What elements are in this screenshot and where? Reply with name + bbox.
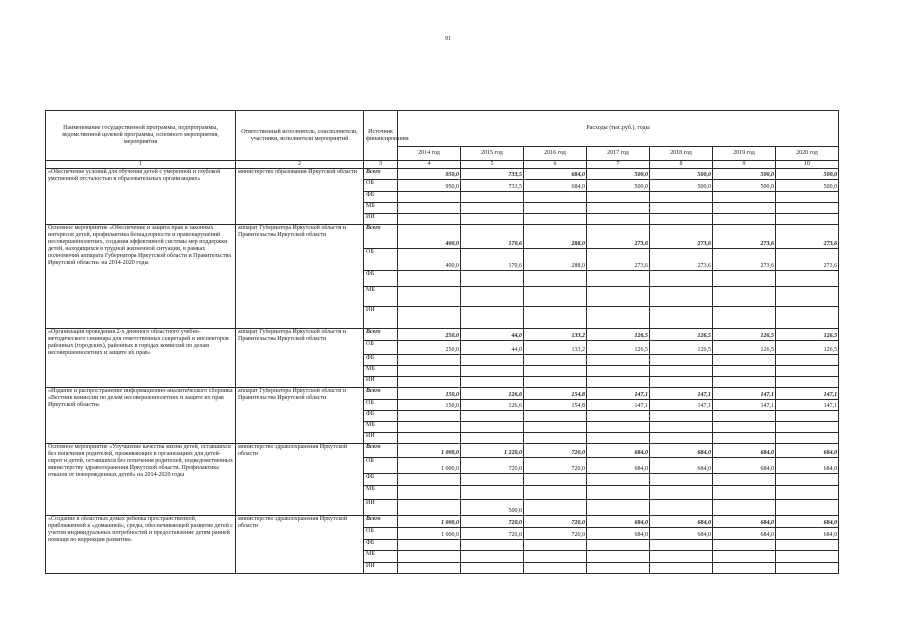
expense-value bbox=[713, 366, 776, 377]
expense-value: 273,6 bbox=[587, 225, 650, 249]
expense-value bbox=[713, 203, 776, 214]
expense-value bbox=[461, 366, 524, 377]
expense-value bbox=[776, 486, 839, 500]
budget-table bbox=[45, 110, 839, 574]
expense-value bbox=[461, 192, 524, 203]
expense-value bbox=[713, 486, 776, 500]
expense-value: 684,0 bbox=[587, 528, 650, 540]
expense-value bbox=[461, 486, 524, 500]
column-number: 4 bbox=[398, 161, 461, 169]
column-number: 2 bbox=[236, 161, 364, 169]
expense-value bbox=[713, 551, 776, 563]
expense-value: 273,6 bbox=[587, 249, 650, 271]
expense-value: 720,0 bbox=[524, 516, 587, 528]
expense-value bbox=[776, 422, 839, 433]
expense-value bbox=[398, 540, 461, 551]
funding-source: ОБ bbox=[364, 341, 398, 355]
expense-value: 126,5 bbox=[587, 341, 650, 355]
expense-value bbox=[776, 355, 839, 366]
expense-value bbox=[650, 551, 713, 563]
expense-value bbox=[461, 287, 524, 307]
expense-value bbox=[461, 422, 524, 433]
expense-value: 733,5 bbox=[461, 169, 524, 180]
expense-value bbox=[776, 433, 839, 444]
expense-value: 684,0 bbox=[650, 528, 713, 540]
expense-value bbox=[587, 433, 650, 444]
funding-source: Всего bbox=[364, 444, 398, 458]
expense-value bbox=[587, 214, 650, 225]
expense-value: 126,5 bbox=[650, 341, 713, 355]
funding-source: МБ bbox=[364, 203, 398, 214]
expense-value: 684,0 bbox=[587, 444, 650, 458]
expense-value: 720,0 bbox=[461, 528, 524, 540]
expense-value bbox=[650, 486, 713, 500]
expense-value bbox=[587, 551, 650, 563]
expense-value: 684,0 bbox=[587, 516, 650, 528]
expense-value bbox=[713, 500, 776, 516]
expense-value bbox=[776, 366, 839, 377]
expense-value bbox=[587, 411, 650, 422]
expense-value: 720,0 bbox=[524, 528, 587, 540]
funding-source: ОБ bbox=[364, 249, 398, 271]
expense-value: 288,0 bbox=[524, 225, 587, 249]
expense-value: 500,0 bbox=[587, 169, 650, 180]
expense-value bbox=[713, 214, 776, 225]
funding-source: ИИ bbox=[364, 433, 398, 444]
funding-source: Всего bbox=[364, 516, 398, 528]
expense-value bbox=[587, 271, 650, 287]
expense-value bbox=[713, 433, 776, 444]
funding-source: Всего bbox=[364, 169, 398, 180]
expense-value: 126,5 bbox=[713, 329, 776, 341]
expense-value: 147,1 bbox=[713, 400, 776, 411]
measure-name: «Издание и распространение информационно-аналитического сборника «Вестник комиссии по делам несовершеннолетних и защите их прав Иркутской области» bbox=[46, 388, 236, 444]
header-expenses: Расходы (тыс.руб.), годы bbox=[398, 111, 839, 147]
expense-value bbox=[776, 500, 839, 516]
expense-value: 273,6 bbox=[650, 249, 713, 271]
expense-value bbox=[461, 271, 524, 287]
expense-value bbox=[713, 411, 776, 422]
expense-value bbox=[398, 287, 461, 307]
expense-value bbox=[524, 287, 587, 307]
expense-value bbox=[524, 551, 587, 563]
expense-value: 1 000,0 bbox=[398, 458, 461, 474]
expense-value bbox=[461, 540, 524, 551]
expense-value: 684,0 bbox=[524, 180, 587, 192]
expense-value: 147,1 bbox=[650, 400, 713, 411]
expense-value: 133,2 bbox=[524, 329, 587, 341]
expense-value bbox=[461, 411, 524, 422]
column-number: 1 bbox=[46, 161, 236, 169]
expense-value: 500,0 bbox=[650, 169, 713, 180]
table-row bbox=[46, 225, 839, 249]
expense-value bbox=[398, 377, 461, 388]
expense-value bbox=[587, 540, 650, 551]
funding-source: ИИ bbox=[364, 563, 398, 574]
expense-value bbox=[461, 474, 524, 486]
expense-value bbox=[587, 377, 650, 388]
expense-value bbox=[776, 474, 839, 486]
expense-value bbox=[461, 203, 524, 214]
measure-executor: министерство здравоохранения Иркутской области bbox=[236, 444, 364, 516]
funding-source: ФБ bbox=[364, 411, 398, 422]
expense-value bbox=[713, 355, 776, 366]
expense-value bbox=[461, 433, 524, 444]
funding-source: МБ bbox=[364, 287, 398, 307]
expense-value bbox=[398, 411, 461, 422]
expense-value: 44,0 bbox=[461, 341, 524, 355]
table-row bbox=[46, 388, 839, 400]
column-number: 3 bbox=[364, 161, 398, 169]
expense-value bbox=[524, 355, 587, 366]
funding-source: ОБ bbox=[364, 400, 398, 411]
expense-value bbox=[398, 474, 461, 486]
expense-value: 126,5 bbox=[776, 329, 839, 341]
funding-source: Всего bbox=[364, 388, 398, 400]
expense-value bbox=[398, 486, 461, 500]
expense-value: 684,0 bbox=[776, 458, 839, 474]
expense-value bbox=[587, 203, 650, 214]
measure-executor: министерство здравоохранения Иркутской области bbox=[236, 516, 364, 574]
funding-source: ОБ bbox=[364, 528, 398, 540]
expense-value: 147,1 bbox=[776, 388, 839, 400]
expense-value: 720,0 bbox=[524, 444, 587, 458]
expense-value: 684,0 bbox=[713, 444, 776, 458]
expense-value: 154,8 bbox=[524, 388, 587, 400]
expense-value bbox=[587, 287, 650, 307]
expense-value bbox=[650, 203, 713, 214]
funding-source: МБ bbox=[364, 486, 398, 500]
column-number: 6 bbox=[524, 161, 587, 169]
header-year: 2015 год bbox=[461, 147, 524, 161]
expense-value: 684,0 bbox=[776, 516, 839, 528]
expense-value: 500,0 bbox=[650, 180, 713, 192]
expense-value bbox=[713, 377, 776, 388]
expense-value: 273,6 bbox=[776, 225, 839, 249]
expense-value: 147,1 bbox=[650, 388, 713, 400]
expense-value: 154,8 bbox=[524, 400, 587, 411]
expense-value: 684,0 bbox=[524, 169, 587, 180]
expense-value bbox=[650, 411, 713, 422]
header-year: 2019 год bbox=[713, 147, 776, 161]
expense-value: 500,0 bbox=[776, 180, 839, 192]
expense-value bbox=[713, 287, 776, 307]
expense-value bbox=[713, 271, 776, 287]
expense-value: 250,0 bbox=[398, 329, 461, 341]
expense-value: 273,6 bbox=[776, 249, 839, 271]
expense-value: 500,0 bbox=[713, 169, 776, 180]
expense-value bbox=[524, 203, 587, 214]
expense-value bbox=[713, 474, 776, 486]
expense-value: 733,5 bbox=[461, 180, 524, 192]
header-year: 2018 год bbox=[650, 147, 713, 161]
expense-value bbox=[776, 307, 839, 329]
column-number: 7 bbox=[587, 161, 650, 169]
expense-value bbox=[650, 377, 713, 388]
expense-value bbox=[587, 500, 650, 516]
expense-value bbox=[524, 214, 587, 225]
expense-value bbox=[650, 287, 713, 307]
expense-value bbox=[461, 214, 524, 225]
measure-name: «Создание в областных домах ребенка пространственной, приближенной к «домашней», среды, обеспечивающей развитие детей с учетом индивидуальных потребностей и предоставление детям ранней помощи по коррекции развития» bbox=[46, 516, 236, 574]
funding-source: ИИ bbox=[364, 214, 398, 225]
funding-source: ИИ bbox=[364, 500, 398, 516]
expense-value bbox=[398, 433, 461, 444]
expense-value bbox=[524, 486, 587, 500]
expense-value bbox=[461, 307, 524, 329]
expense-value: 684,0 bbox=[587, 458, 650, 474]
expense-value: 273,6 bbox=[713, 225, 776, 249]
expense-value bbox=[650, 433, 713, 444]
expense-value bbox=[650, 540, 713, 551]
expense-value bbox=[524, 271, 587, 287]
expense-value bbox=[587, 422, 650, 433]
expense-value bbox=[650, 563, 713, 574]
expense-value: 684,0 bbox=[713, 528, 776, 540]
expense-value bbox=[713, 192, 776, 203]
expense-value bbox=[587, 474, 650, 486]
expense-value bbox=[650, 307, 713, 329]
expense-value: 400,0 bbox=[398, 225, 461, 249]
expense-value bbox=[461, 355, 524, 366]
header-year: 2016 год bbox=[524, 147, 587, 161]
table-row bbox=[46, 329, 839, 341]
expense-value bbox=[524, 433, 587, 444]
column-number: 9 bbox=[713, 161, 776, 169]
expense-value: 1 000,0 bbox=[398, 516, 461, 528]
expense-value bbox=[398, 563, 461, 574]
expense-value: 126,6 bbox=[461, 388, 524, 400]
funding-source: МБ bbox=[364, 551, 398, 563]
expense-value: 684,0 bbox=[776, 444, 839, 458]
expense-value bbox=[776, 287, 839, 307]
expense-value: 500,0 bbox=[713, 180, 776, 192]
funding-source: ОБ bbox=[364, 180, 398, 192]
expense-value bbox=[398, 307, 461, 329]
expense-value: 126,5 bbox=[650, 329, 713, 341]
expense-value bbox=[524, 192, 587, 203]
expense-value bbox=[524, 366, 587, 377]
expense-value bbox=[398, 271, 461, 287]
expense-value bbox=[398, 214, 461, 225]
expense-value: 126,6 bbox=[461, 400, 524, 411]
expense-value: 1 000,0 bbox=[398, 528, 461, 540]
expense-value: 44,0 bbox=[461, 329, 524, 341]
expense-value bbox=[524, 422, 587, 433]
expense-value: 133,2 bbox=[524, 341, 587, 355]
funding-source: Всего bbox=[364, 329, 398, 341]
measure-executor: аппарат Губернатора Иркутской области и Правительства Иркутской области bbox=[236, 329, 364, 388]
expense-value: 273,6 bbox=[713, 249, 776, 271]
expense-value: 147,1 bbox=[713, 388, 776, 400]
expense-value: 720,0 bbox=[524, 458, 587, 474]
expense-value bbox=[650, 422, 713, 433]
expense-value: 1 000,0 bbox=[398, 444, 461, 458]
header-executor: Ответственный исполнитель, соисполнители, участники, исполнители мероприятий bbox=[236, 111, 364, 161]
expense-value bbox=[713, 422, 776, 433]
header-year: 2017 год bbox=[587, 147, 650, 161]
measure-name: «Организация проведения 2-х дневного областного учебно-методического семинара для ответственных секретарей и инспекторов районных (городских), районных в городах комиссий по делам несовершеннолетних и защите их прав» bbox=[46, 329, 236, 388]
expense-value bbox=[650, 500, 713, 516]
expense-value bbox=[524, 563, 587, 574]
funding-source: Всего bbox=[364, 225, 398, 249]
header-source: Источник финансирования bbox=[364, 111, 398, 161]
funding-source: ИИ bbox=[364, 377, 398, 388]
expense-value: 720,0 bbox=[461, 516, 524, 528]
expense-value bbox=[776, 411, 839, 422]
expense-value bbox=[398, 192, 461, 203]
expense-value bbox=[398, 551, 461, 563]
expense-value: 147,1 bbox=[776, 400, 839, 411]
funding-source: ФБ bbox=[364, 192, 398, 203]
expense-value bbox=[776, 192, 839, 203]
expense-value: 126,5 bbox=[587, 329, 650, 341]
expense-value bbox=[776, 540, 839, 551]
expense-value: 273,6 bbox=[650, 225, 713, 249]
expense-value: 126,5 bbox=[776, 341, 839, 355]
expense-value: 150,0 bbox=[398, 400, 461, 411]
header-year: 2014 год bbox=[398, 147, 461, 161]
funding-source: ФБ bbox=[364, 355, 398, 366]
expense-value bbox=[587, 355, 650, 366]
expense-value bbox=[776, 563, 839, 574]
expense-value: 500,0 bbox=[587, 180, 650, 192]
measure-name: Основное мероприятие «Обеспечение и защита прав и законных интересов детей, профилактика безнадзорности и правонарушений несовершеннолетних, создания эффективной системы мер поддержки детей, находящихся в трудной жизненной ситуации, в рамках полномочий аппарата Губернатора Иркутской области и Правительства Иркутской области» на 2014-2020 годы bbox=[46, 225, 236, 329]
expense-value bbox=[461, 377, 524, 388]
funding-source: ОБ bbox=[364, 458, 398, 474]
expense-value: 400,0 bbox=[398, 249, 461, 271]
expense-value bbox=[524, 411, 587, 422]
expense-value bbox=[776, 214, 839, 225]
expense-value bbox=[524, 377, 587, 388]
expense-value bbox=[713, 563, 776, 574]
expense-value: 147,1 bbox=[587, 388, 650, 400]
expense-value: 288,0 bbox=[524, 249, 587, 271]
expense-value bbox=[524, 540, 587, 551]
expense-value: 720,0 bbox=[461, 458, 524, 474]
expense-value bbox=[713, 540, 776, 551]
expense-value bbox=[587, 307, 650, 329]
expense-value: 126,5 bbox=[713, 341, 776, 355]
expense-value bbox=[398, 203, 461, 214]
expense-value: 684,0 bbox=[776, 528, 839, 540]
expense-value bbox=[650, 366, 713, 377]
measure-executor: министерство образования Иркутской области bbox=[236, 169, 364, 225]
expense-value: 250,0 bbox=[398, 341, 461, 355]
funding-source: МБ bbox=[364, 422, 398, 433]
expense-value bbox=[776, 377, 839, 388]
expense-value bbox=[461, 563, 524, 574]
expense-value: 684,0 bbox=[713, 458, 776, 474]
expense-value bbox=[398, 422, 461, 433]
funding-source: МБ bbox=[364, 366, 398, 377]
funding-source: ИИ bbox=[364, 307, 398, 329]
expense-value: 147,1 bbox=[587, 400, 650, 411]
page-number: 91 bbox=[445, 36, 451, 42]
expense-value bbox=[650, 271, 713, 287]
expense-value bbox=[587, 192, 650, 203]
expense-value: 170,6 bbox=[461, 225, 524, 249]
expense-value bbox=[461, 551, 524, 563]
table-row bbox=[46, 516, 839, 528]
expense-value bbox=[524, 474, 587, 486]
expense-value bbox=[587, 563, 650, 574]
expense-value bbox=[776, 203, 839, 214]
funding-source: ФБ bbox=[364, 540, 398, 551]
expense-value bbox=[776, 271, 839, 287]
column-number: 10 bbox=[776, 161, 839, 169]
expense-value: 170,6 bbox=[461, 249, 524, 271]
expense-value bbox=[713, 307, 776, 329]
measure-executor: аппарат Губернатора Иркутской области и Правительства Иркутской области bbox=[236, 225, 364, 329]
expense-value bbox=[650, 474, 713, 486]
expense-value bbox=[650, 192, 713, 203]
expense-value bbox=[524, 307, 587, 329]
funding-source: ФБ bbox=[364, 271, 398, 287]
expense-value: 684,0 bbox=[650, 516, 713, 528]
expense-value: 950,0 bbox=[398, 180, 461, 192]
expense-value bbox=[650, 355, 713, 366]
expense-value bbox=[398, 500, 461, 516]
expense-value bbox=[524, 500, 587, 516]
expense-value: 500,0 bbox=[776, 169, 839, 180]
funding-source: ФБ bbox=[364, 474, 398, 486]
header-name: Наименование государственной программы, подпрограммы, ведомственной целевой программы, основного мероприятия, мероприятия bbox=[46, 111, 236, 161]
expense-value: 684,0 bbox=[713, 516, 776, 528]
measure-name: Основное мероприятие «Улучшение качества жизни детей, оставшихся без попечения родителей, проживающих в организациях для детей-сирот и детей, оставшихся без попечения родителей, подведомственных министерству здравоохранения Иркутской области. Профилактика отказов от новорожденных детей» на 2014-2020 годы bbox=[46, 444, 236, 516]
header-year: 2020 год bbox=[776, 147, 839, 161]
expense-value bbox=[776, 551, 839, 563]
expense-value bbox=[587, 486, 650, 500]
expense-value: 500,0 bbox=[461, 500, 524, 516]
expense-value bbox=[398, 355, 461, 366]
expense-value: 150,0 bbox=[398, 388, 461, 400]
expense-value bbox=[587, 366, 650, 377]
table-row bbox=[46, 169, 839, 180]
expense-value: 1 220,0 bbox=[461, 444, 524, 458]
expense-value bbox=[398, 366, 461, 377]
measure-executor: аппарат Губернатора Иркутской области и Правительства Иркутской области bbox=[236, 388, 364, 444]
column-number: 5 bbox=[461, 161, 524, 169]
measure-name: «Обеспечение условий для обучения детей с умеренной и глубокой умственной отсталостью в образовательных организациях» bbox=[46, 169, 236, 225]
expense-value: 684,0 bbox=[650, 444, 713, 458]
expense-value: 684,0 bbox=[650, 458, 713, 474]
expense-value: 950,0 bbox=[398, 169, 461, 180]
table-row bbox=[46, 444, 839, 458]
expense-value bbox=[650, 214, 713, 225]
column-number: 8 bbox=[650, 161, 713, 169]
